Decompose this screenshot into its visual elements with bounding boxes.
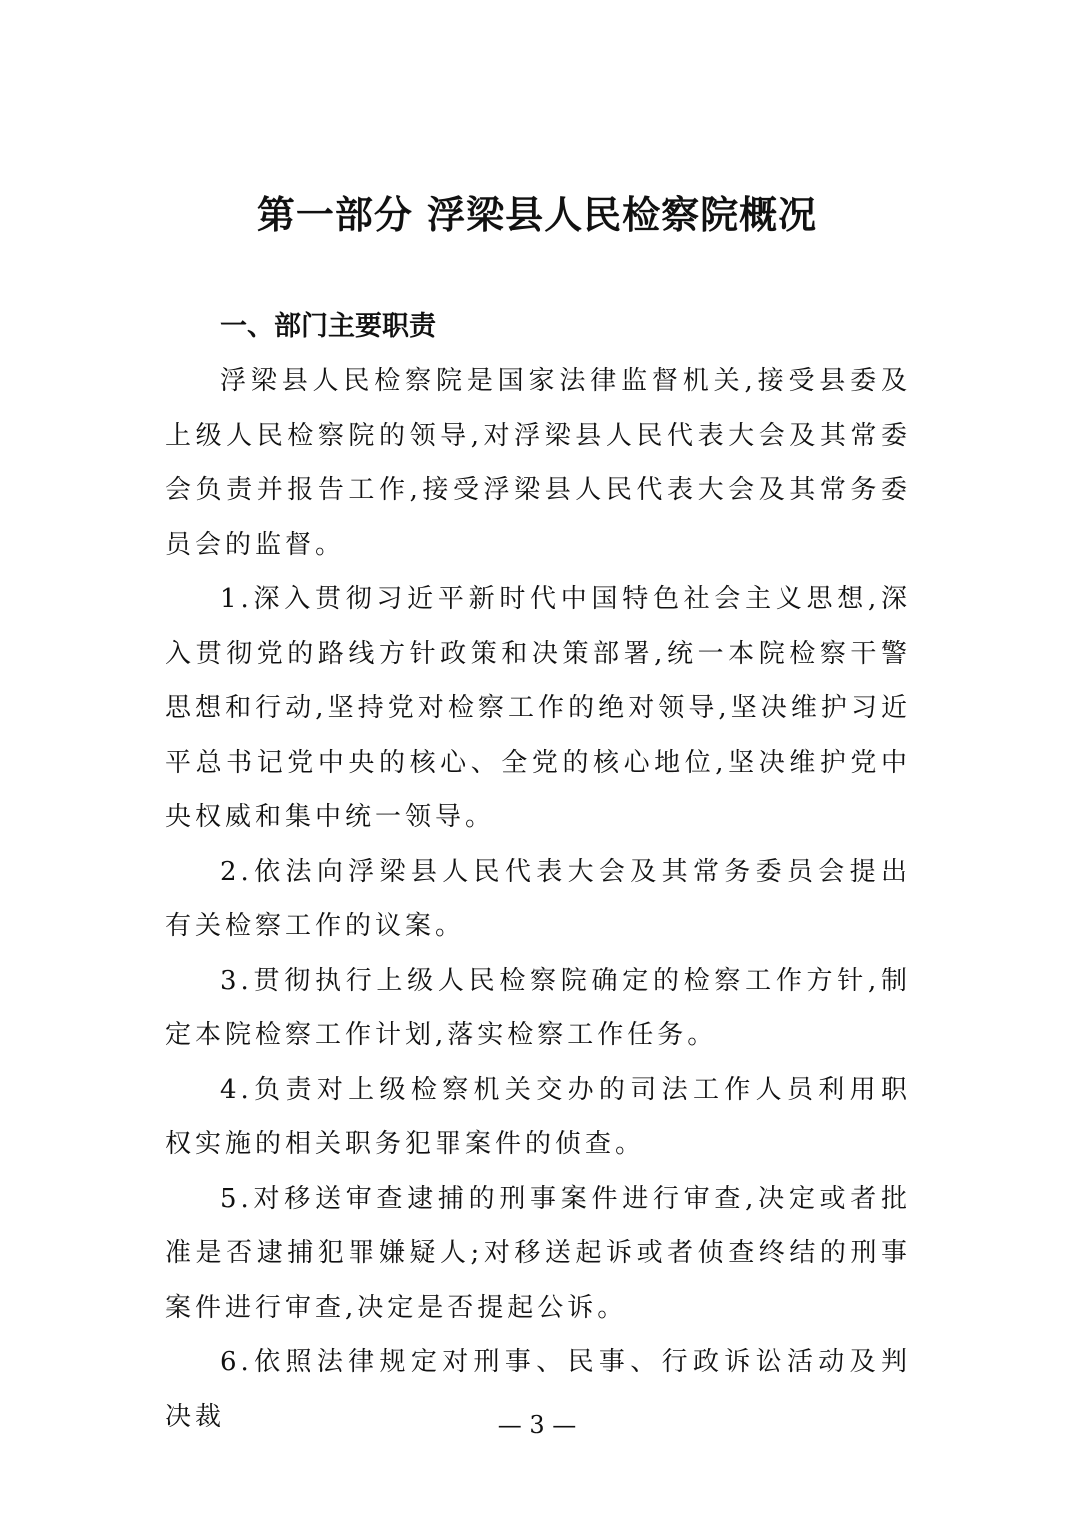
page-title: 第一部分 浮梁县人民检察院概况 bbox=[256, 193, 818, 237]
paragraph-item-3: 3.贯彻执行上级人民检察院确定的检察工作方针,制定本院检察工作计划,落实检察工作任务。 bbox=[165, 965, 911, 1050]
document-body bbox=[165, 300, 911, 1444]
page-number: — 3 — bbox=[497, 1411, 577, 1439]
section-heading: 一、部门主要职责 bbox=[220, 311, 436, 342]
paragraph-item-4: 4.负责对上级检察机关交办的司法工作人员利用职权实施的相关职务犯罪案件的侦查。 bbox=[165, 1074, 911, 1159]
paragraph-intro: 浮梁县人民检察院是国家法律监督机关,接受县委及上级人民检察院的领导,对浮梁县人民代表大会及其常委会负责并报告工作,接受浮梁县人民代表大会及其常务委员会的监督。 bbox=[165, 366, 911, 560]
paragraph-item-6: 6.依照法律规定对刑事、民事、行政诉讼活动及判决裁 bbox=[165, 1347, 911, 1432]
paragraph-item-1: 1.深入贯彻习近平新时代中国特色社会主义思想,深入贯彻党的路线方针政策和决策部署,统一本院检察干警思想和行动,坚持党对检察工作的绝对领导,坚决维护习近平总书记党中央的核心、全党的核心地位,坚决维护党中央权威和集中统一领导。 bbox=[165, 584, 911, 832]
paragraph-item-5: 5.对移送审查逮捕的刑事案件进行审查,决定或者批准是否逮捕犯罪嫌疑人;对移送起诉或者侦查终结的刑事案件进行审查,决定是否提起公诉。 bbox=[165, 1183, 911, 1323]
paragraph-item-2: 2.依法向浮梁县人民代表大会及其常务委员会提出有关检察工作的议案。 bbox=[165, 856, 911, 941]
